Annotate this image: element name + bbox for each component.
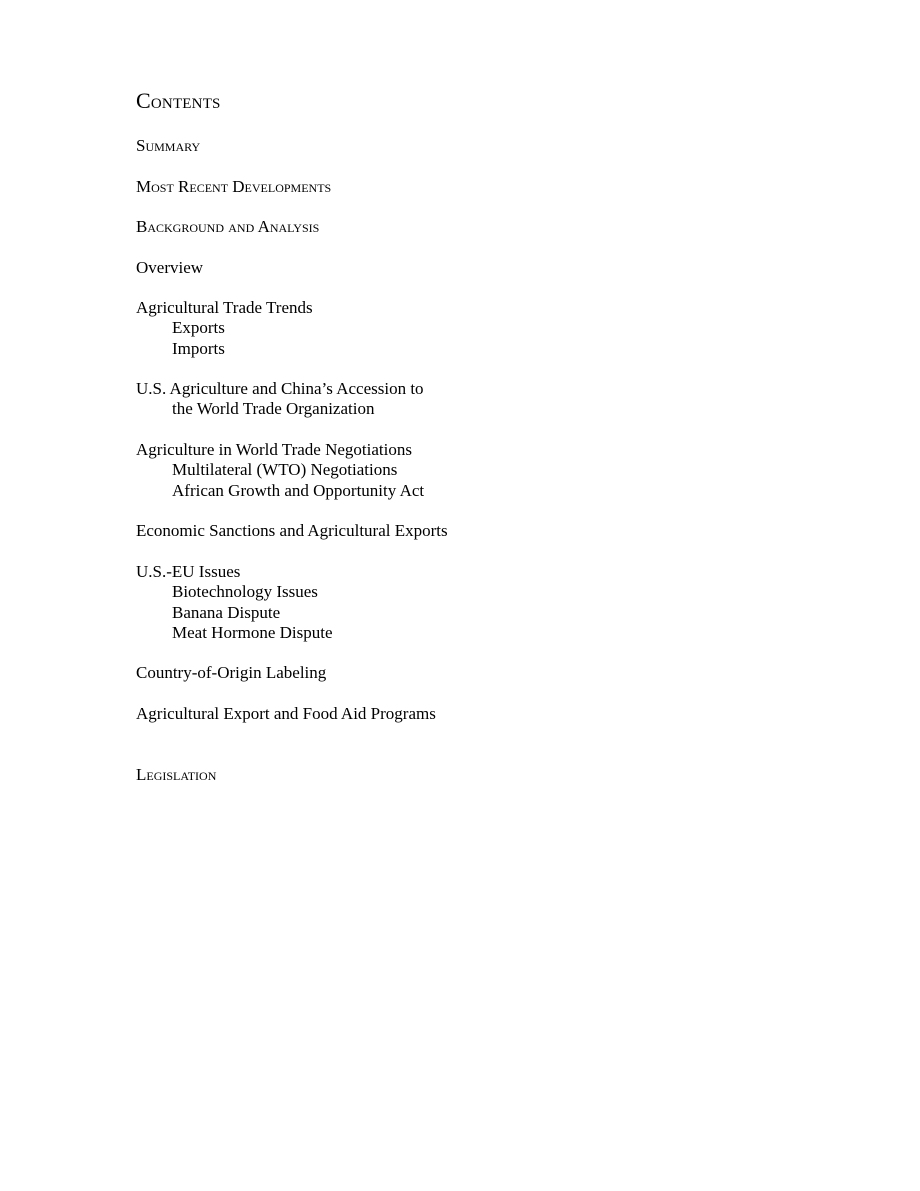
toc-entry-china-accession-cont: the World Trade Organization: [172, 399, 375, 418]
toc-entry-trade-negotiations: Agriculture in World Trade Negotiations: [136, 440, 412, 459]
toc-entry-country-of-origin: Country-of-Origin Labeling: [136, 663, 327, 682]
toc-subentry-hormone: Meat Hormone Dispute: [172, 623, 333, 642]
toc-section-recent-developments: Most Recent Developments: [136, 177, 332, 196]
toc-entry-food-aid: Agricultural Export and Food Aid Programs: [136, 704, 436, 723]
toc-entry-sanctions: Economic Sanctions and Agricultural Exports: [136, 521, 448, 540]
toc-subentry-agoa: African Growth and Opportunity Act: [172, 481, 425, 500]
toc-entry-overview: Overview: [136, 258, 204, 277]
toc-section-summary: Summary: [136, 136, 201, 155]
toc-section-legislation: Legislation: [136, 765, 217, 784]
toc-subentry-exports: Exports: [172, 318, 225, 337]
toc-subentry-imports: Imports: [172, 339, 225, 358]
toc-subentry-biotech: Biotechnology Issues: [172, 582, 318, 601]
toc-section-background: Background and Analysis: [136, 217, 320, 236]
toc-entry-eu-issues: U.S.-EU Issues: [136, 562, 241, 581]
toc-subentry-banana: Banana Dispute: [172, 603, 281, 622]
toc-subentry-wto: Multilateral (WTO) Negotiations: [172, 460, 398, 479]
toc-entry-china-accession: U.S. Agriculture and China’s Accession to: [136, 379, 424, 398]
contents-heading: Contents: [136, 88, 221, 113]
toc-entry-trade-trends: Agricultural Trade Trends: [136, 298, 313, 317]
